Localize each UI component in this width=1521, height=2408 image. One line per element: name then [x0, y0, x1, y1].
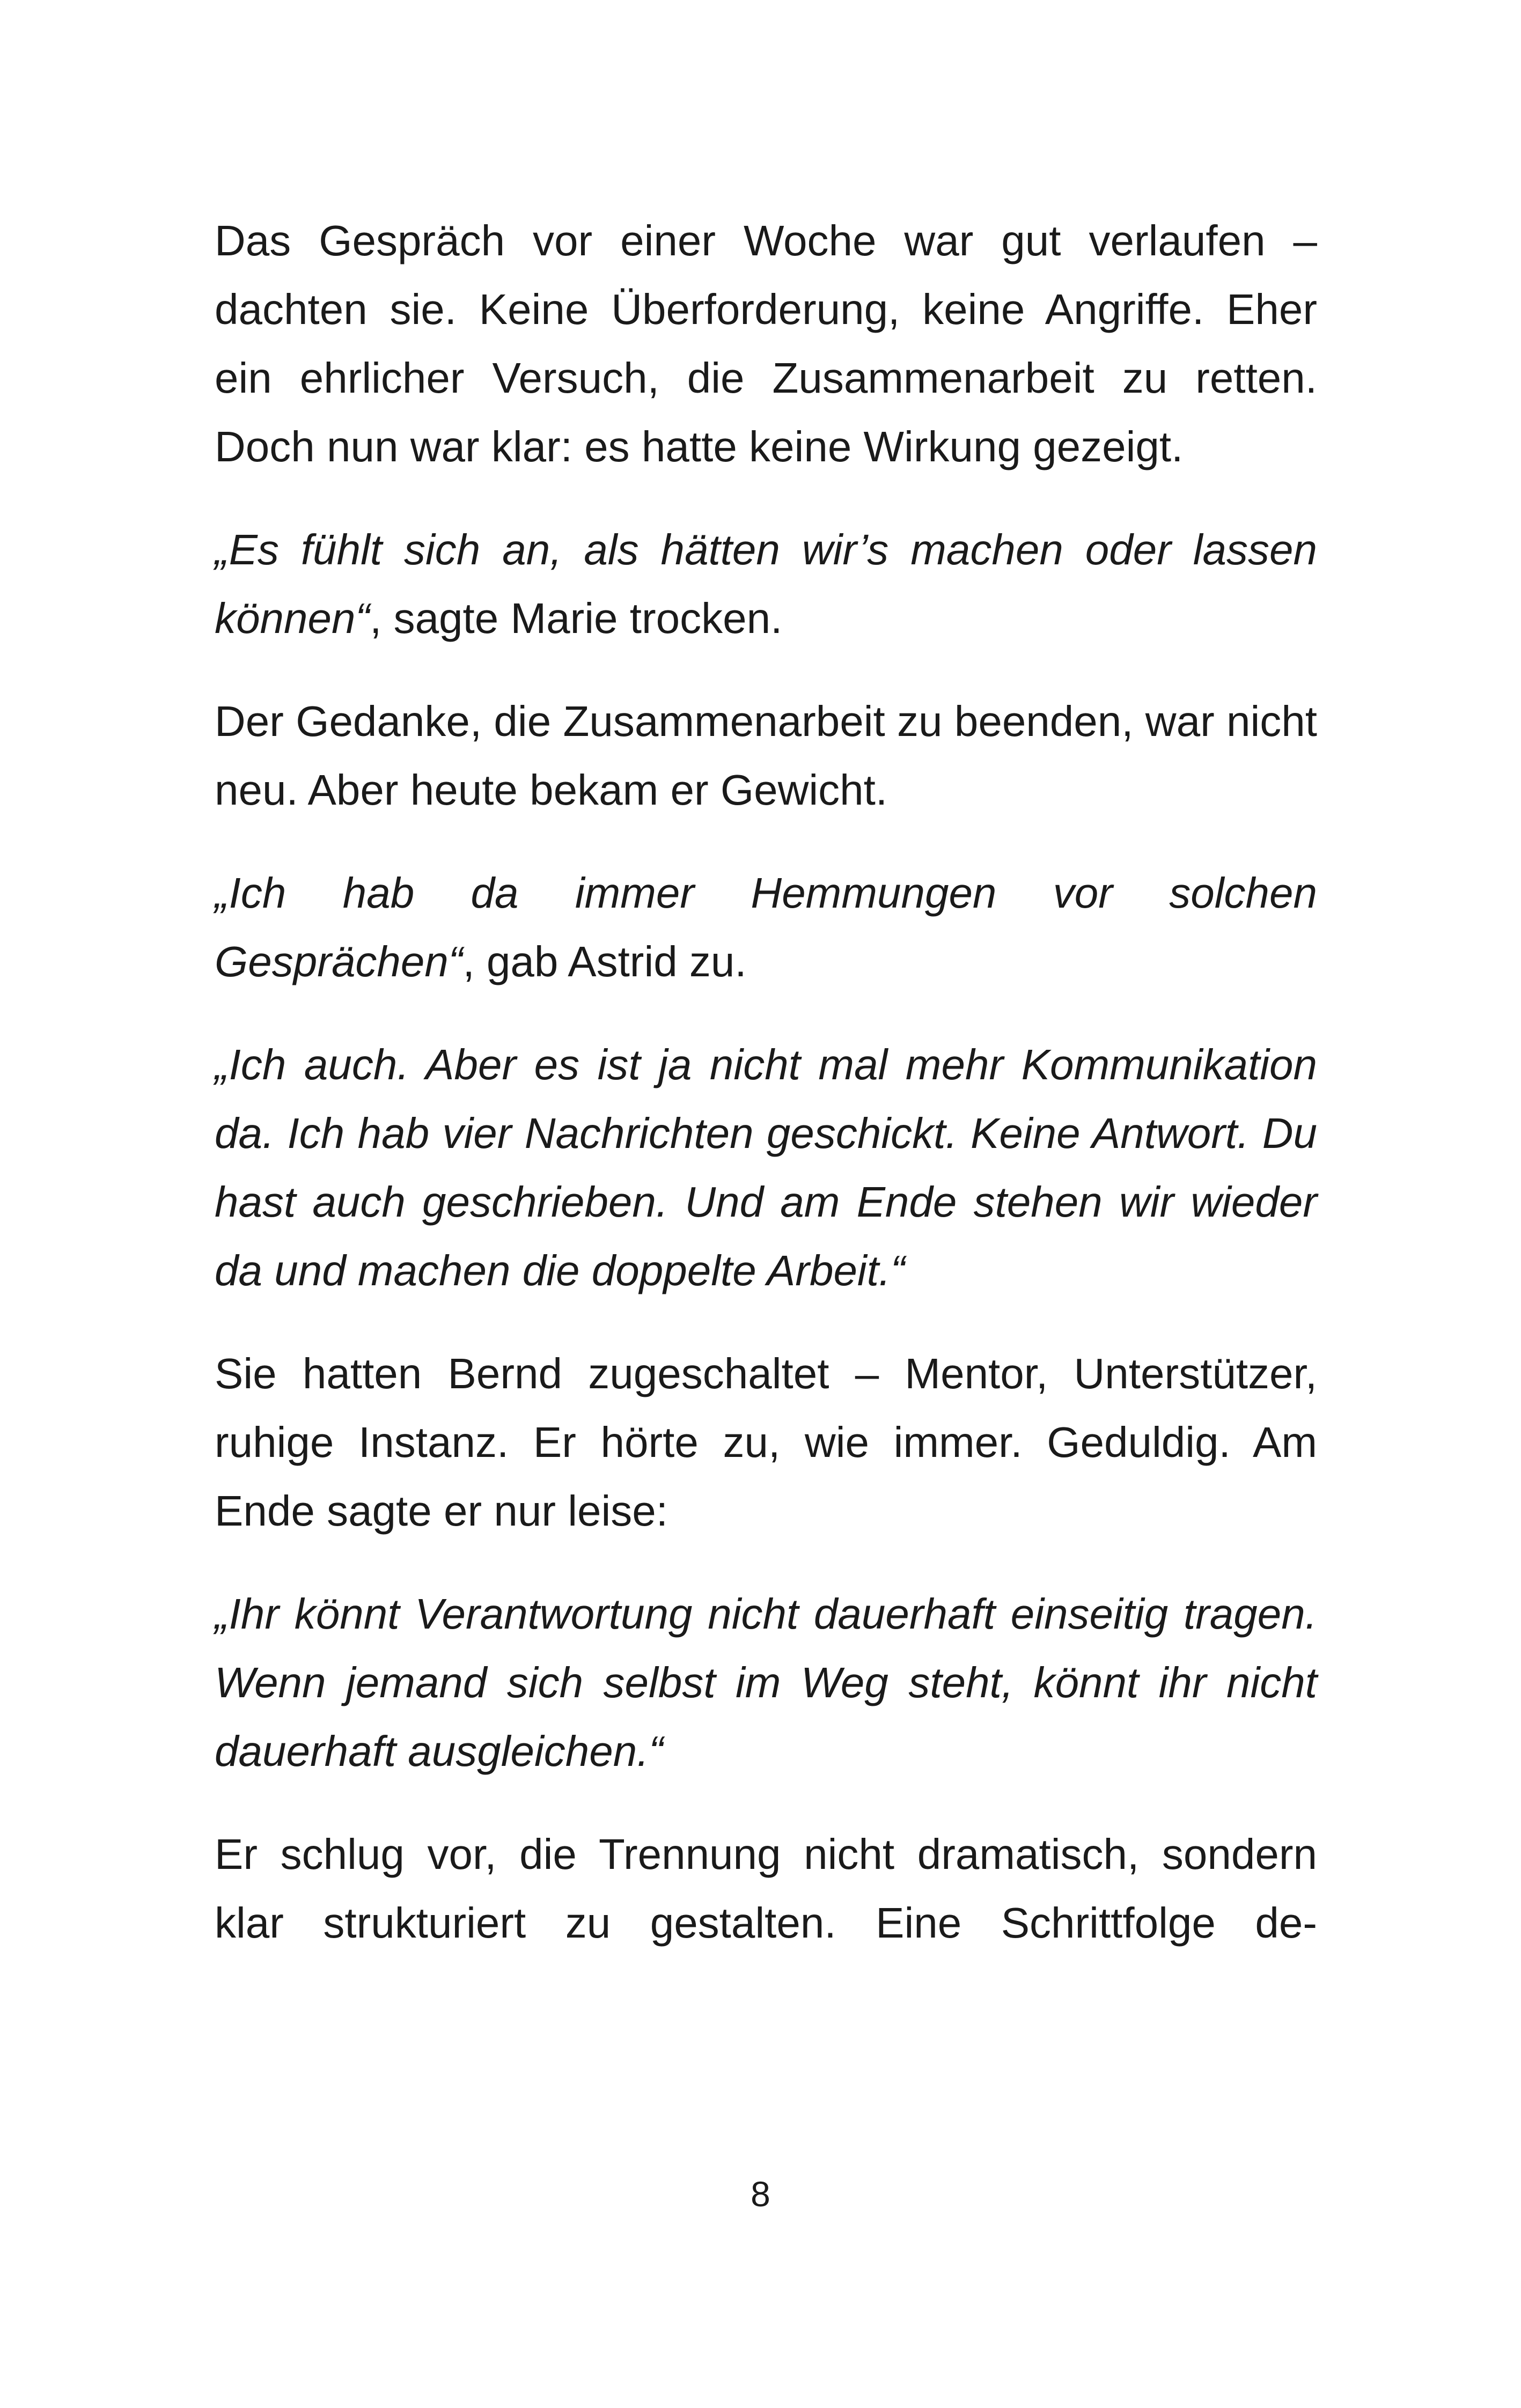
paragraph-8: Er schlug vor, die Trennung nicht dramatisch, sondern klar strukturiert zu gestalten. Eine Schrittfolge de-: [215, 1830, 1317, 1947]
paragraph-7: „Ihr könnt Verantwortung nicht dauerhaft einseitig tragen. Wenn jemand sich selbst im Weg steht, könnt ihr nicht dauerhaft ausgleichen.“: [215, 1590, 1317, 1775]
paragraph-1: Das Gespräch vor einer Woche war gut verlaufen – dachten sie. Keine Überforderung, keine Angriffe. Eher ein ehrlicher Versuch, die Zusammenarbeit zu retten. Doch nun war klar: es hatte keine Wirkung gezeigt.: [215, 217, 1317, 470]
quote-marie: „Es fühlt sich an, als hätten wir’s machen oder lassen können“: [215, 526, 1317, 642]
paragraph-6: Sie hatten Bernd zugeschaltet – Mentor, Unterstützer, ruhige Instanz. Er hörte zu, wie immer. Geduldig. Am Ende sagte er nur leise:: [215, 1350, 1317, 1535]
paragraph-5: „Ich auch. Aber es ist ja nicht mal mehr Kommunikation da. Ich hab vier Nachrichten geschickt. Keine Antwort. Du hast auch geschrieben. Und am Ende stehen wir wieder da und machen die doppelte Arbeit.“: [215, 1041, 1317, 1294]
paragraph-2: [215, 516, 1317, 653]
attribution-marie: , sagte Marie trocken.: [370, 594, 783, 642]
page-number: 8: [751, 2174, 770, 2214]
body-text: [215, 207, 1317, 1992]
paragraph-3: Der Gedanke, die Zusammenarbeit zu beenden, war nicht neu. Aber heute bekam er Gewicht.: [215, 697, 1317, 814]
paragraph-4: [215, 859, 1317, 996]
attribution-astrid: , gab Astrid zu.: [462, 938, 747, 985]
quote-astrid: „Ich hab da immer Hemmungen vor solchen Gesprächen“: [215, 869, 1317, 985]
